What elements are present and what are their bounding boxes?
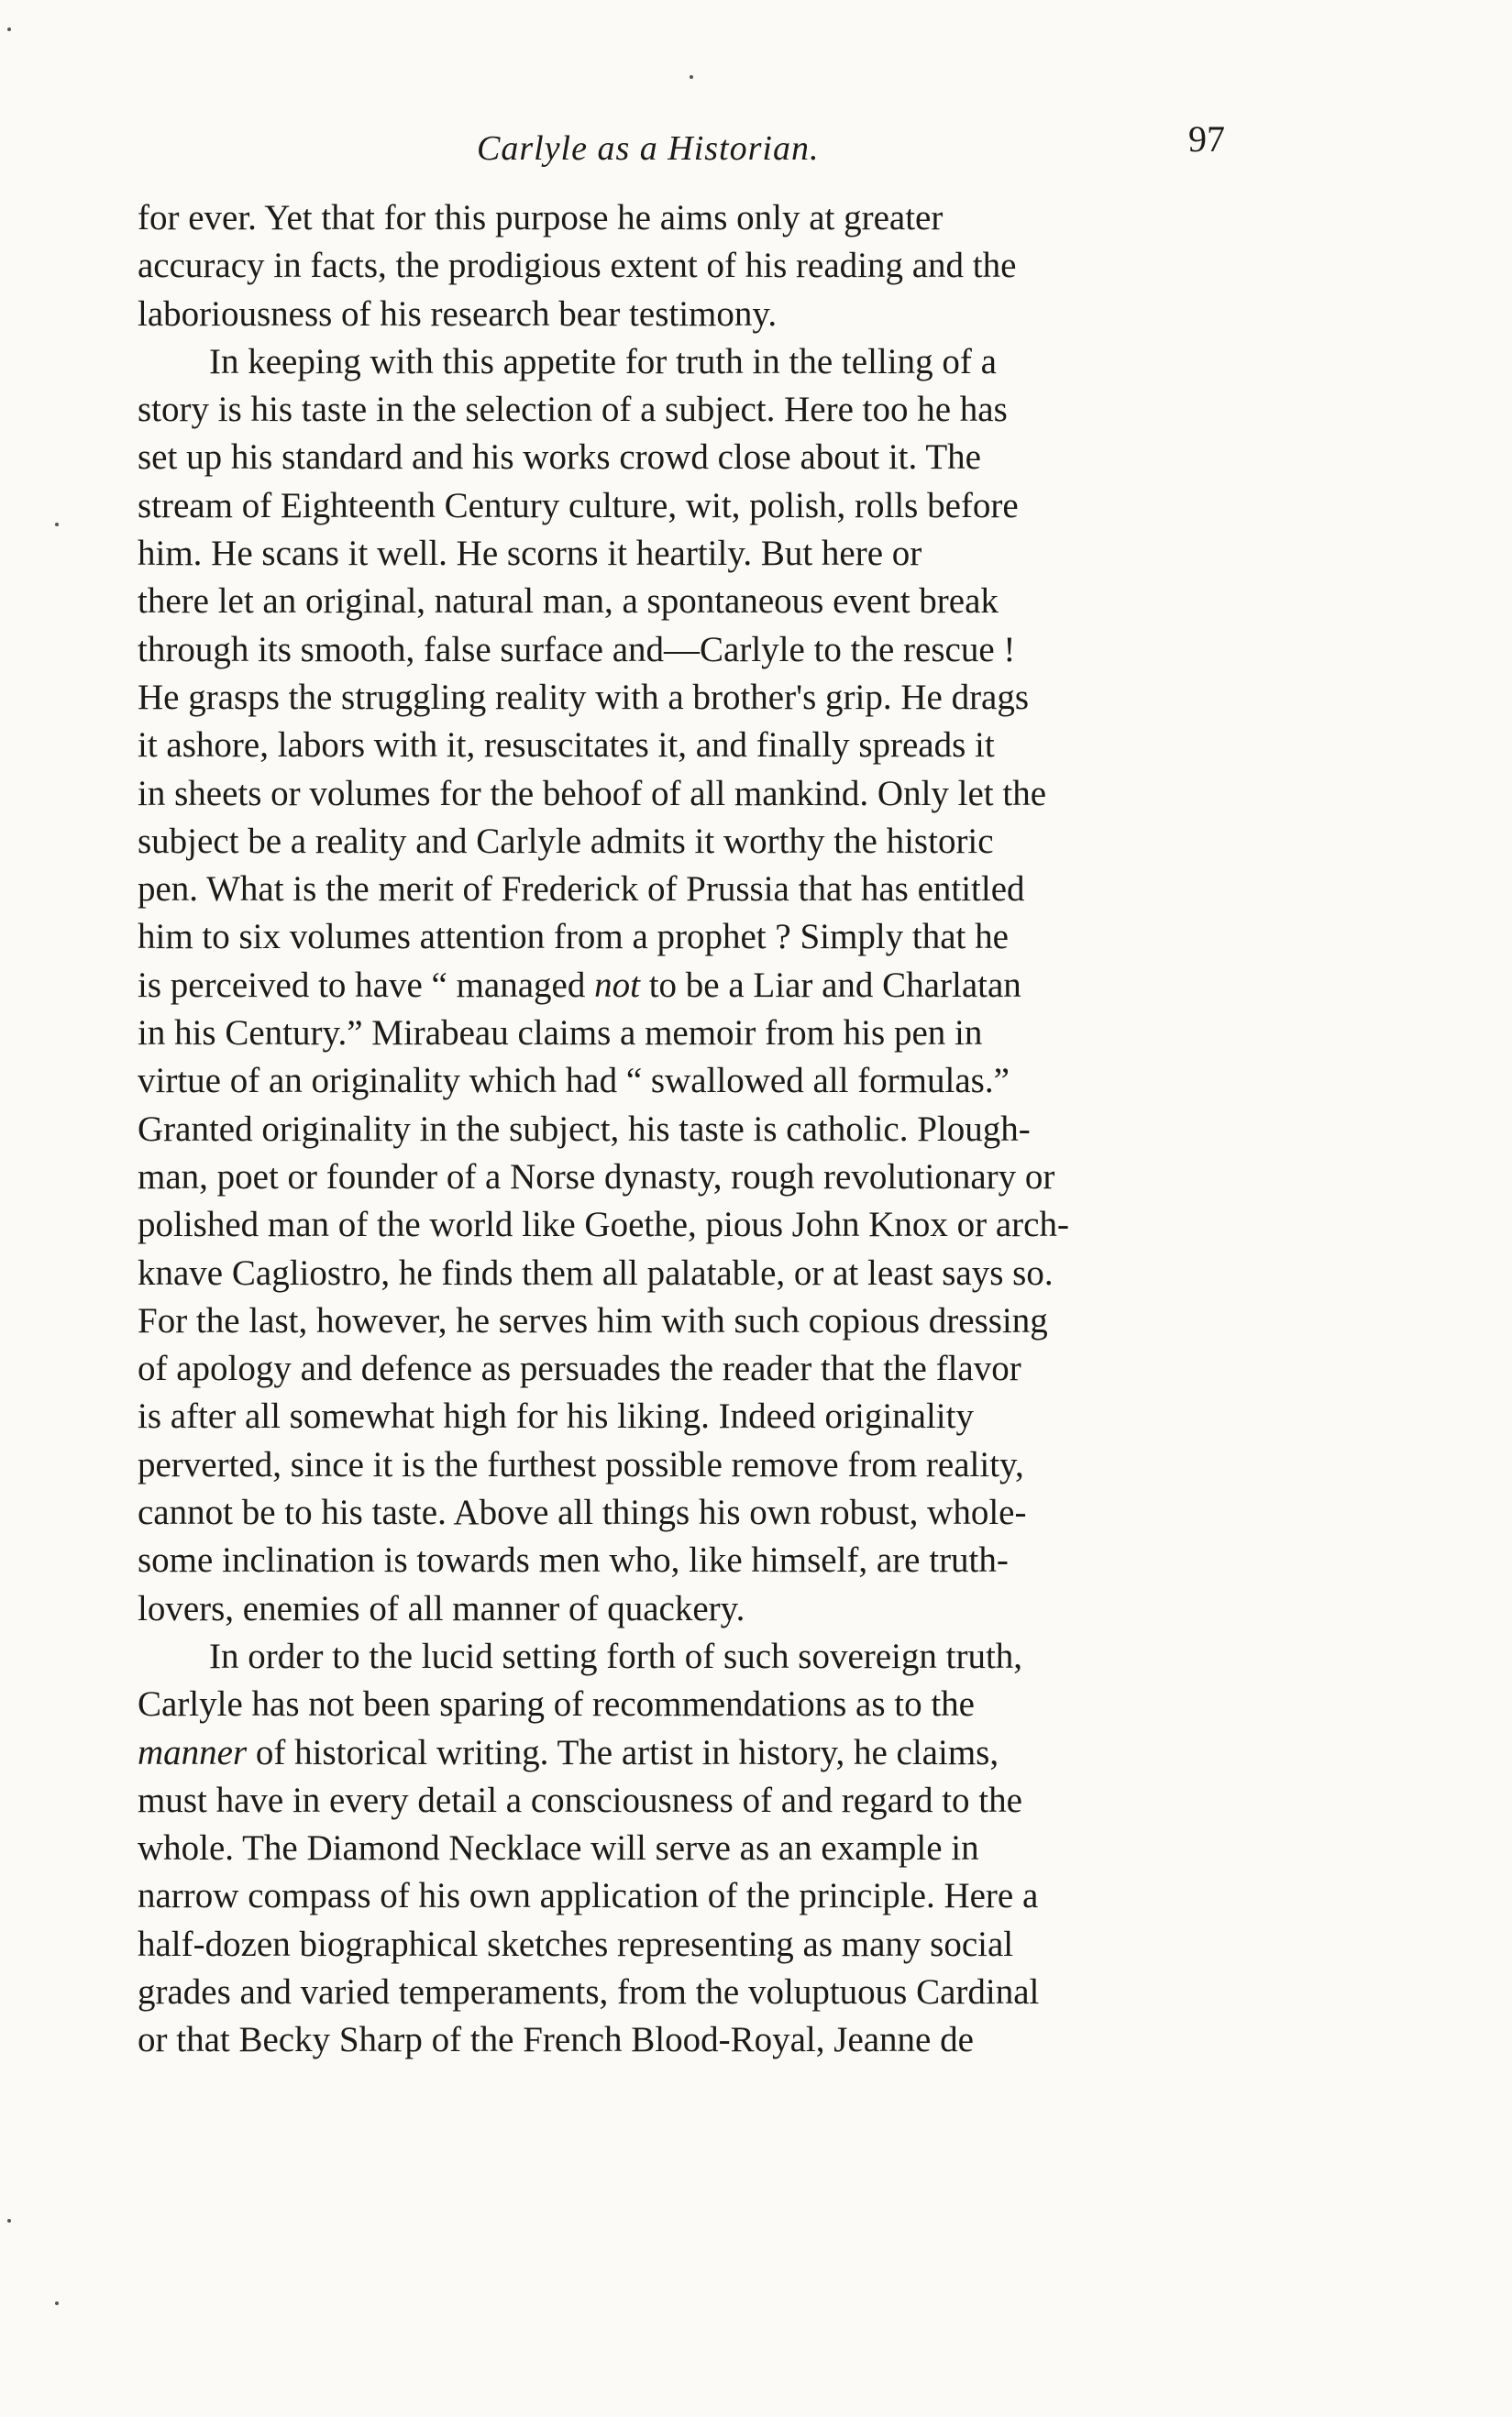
text-line: him. He scans it well. He scorns it heartily. But here or [138, 534, 922, 574]
scan-speck [690, 75, 693, 79]
paragraph-start-line: In order to the lucid setting forth of such sovereign truth, [209, 1636, 1023, 1676]
text-line: of apology and defence as persuades the reader that the flavor [138, 1349, 1021, 1389]
text-line: laboriousness of his research bear testimony. [138, 293, 778, 334]
text-line: story is his taste in the selection of a subject. Here too he has [138, 390, 1008, 430]
page-number: 97 [1188, 118, 1225, 160]
text-line: it ashore, labors with it, resuscitates it, and finally spreads it [138, 725, 995, 766]
text-line: pen. What is the merit of Frederick of Prussia that has entitled [138, 869, 1025, 910]
text-line: stream of Eighteenth Century culture, wit, polish, rolls before [138, 485, 1019, 525]
text-line: in his Century.” Mirabeau claims a memoir from his pen in [138, 1013, 983, 1054]
text-line: is perceived to have “ managed not to be a Liar and Charlatan [138, 965, 1021, 1005]
text-line: He grasps the struggling reality with a brother's grip. He drags [138, 677, 1030, 717]
text-line: set up his standard and his works crowd close about it. The [138, 437, 981, 478]
scan-speck [7, 2219, 11, 2223]
text-line: polished man of the world like Goethe, pious John Knox or arch- [138, 1205, 1069, 1245]
text-line: subject be a reality and Carlyle admits it worthy the historic [138, 821, 994, 861]
text-line: accuracy in facts, the prodigious extent of his reading and the [138, 246, 1017, 286]
scan-speck [7, 28, 11, 31]
text-line: through its smooth, false surface and—Carlyle to the rescue ! [138, 629, 1016, 669]
text-line: manner of historical writing. The artist in history, he claims, [138, 1732, 999, 1772]
text-line: there let an original, natural man, a spontaneous event break [138, 581, 999, 622]
text-line: half-dozen biographical sketches representing as many social [138, 1924, 1014, 1964]
text-line: knave Cagliostro, he finds them all palatable, or at least says so. [138, 1253, 1054, 1293]
italic-emphasis: not [594, 965, 640, 1005]
text-line: For the last, however, he serves him with such copious dressing [138, 1300, 1048, 1341]
text-line: in sheets or volumes for the behoof of all mankind. Only let the [138, 773, 1047, 813]
text-line: man, poet or founder of a Norse dynasty, rough revolutionary or [138, 1156, 1055, 1197]
running-title: Carlyle as a Historian. [477, 129, 820, 168]
text-line: him to six volumes attention from a prophet ? Simply that he [138, 917, 1009, 957]
text-line: Granted originality in the subject, his taste is catholic. Plough- [138, 1109, 1031, 1149]
paragraph-start-line: In keeping with this appetite for truth in the telling of a [209, 341, 997, 381]
italic-emphasis: manner [138, 1732, 248, 1772]
text-line: Carlyle has not been sparing of recommendations as to the [138, 1684, 975, 1725]
text-line: for ever. Yet that for this purpose he aims only at greater [138, 198, 944, 237]
text-line: narrow compass of his own application of the principle. Here a [138, 1876, 1039, 1916]
text-line: grades and varied temperaments, from the voluptuous Cardinal [138, 1971, 1040, 2012]
text-line: lovers, enemies of all manner of quackery. [138, 1588, 745, 1628]
text-line: or that Becky Sharp of the French Blood-Royal, Jeanne de [138, 2020, 974, 2060]
text-line: must have in every detail a consciousness of and regard to the [138, 1780, 1022, 1820]
scan-speck [55, 2301, 59, 2305]
text-line: whole. The Diamond Necklace will serve as an example in [138, 1828, 979, 1869]
body-text [138, 194, 1275, 2065]
scan-speck [55, 523, 59, 526]
text-line: some inclination is towards men who, like himself, are truth- [138, 1540, 1009, 1581]
text-line: is after all somewhat high for his liking. Indeed originality [138, 1396, 974, 1437]
text-line: virtue of an originality which had “ swallowed all formulas.” [138, 1061, 1010, 1101]
text-line: perverted, since it is the furthest possible remove from reality, [138, 1444, 1024, 1484]
text-line: cannot be to his taste. Above all things his own robust, whole- [138, 1493, 1027, 1533]
